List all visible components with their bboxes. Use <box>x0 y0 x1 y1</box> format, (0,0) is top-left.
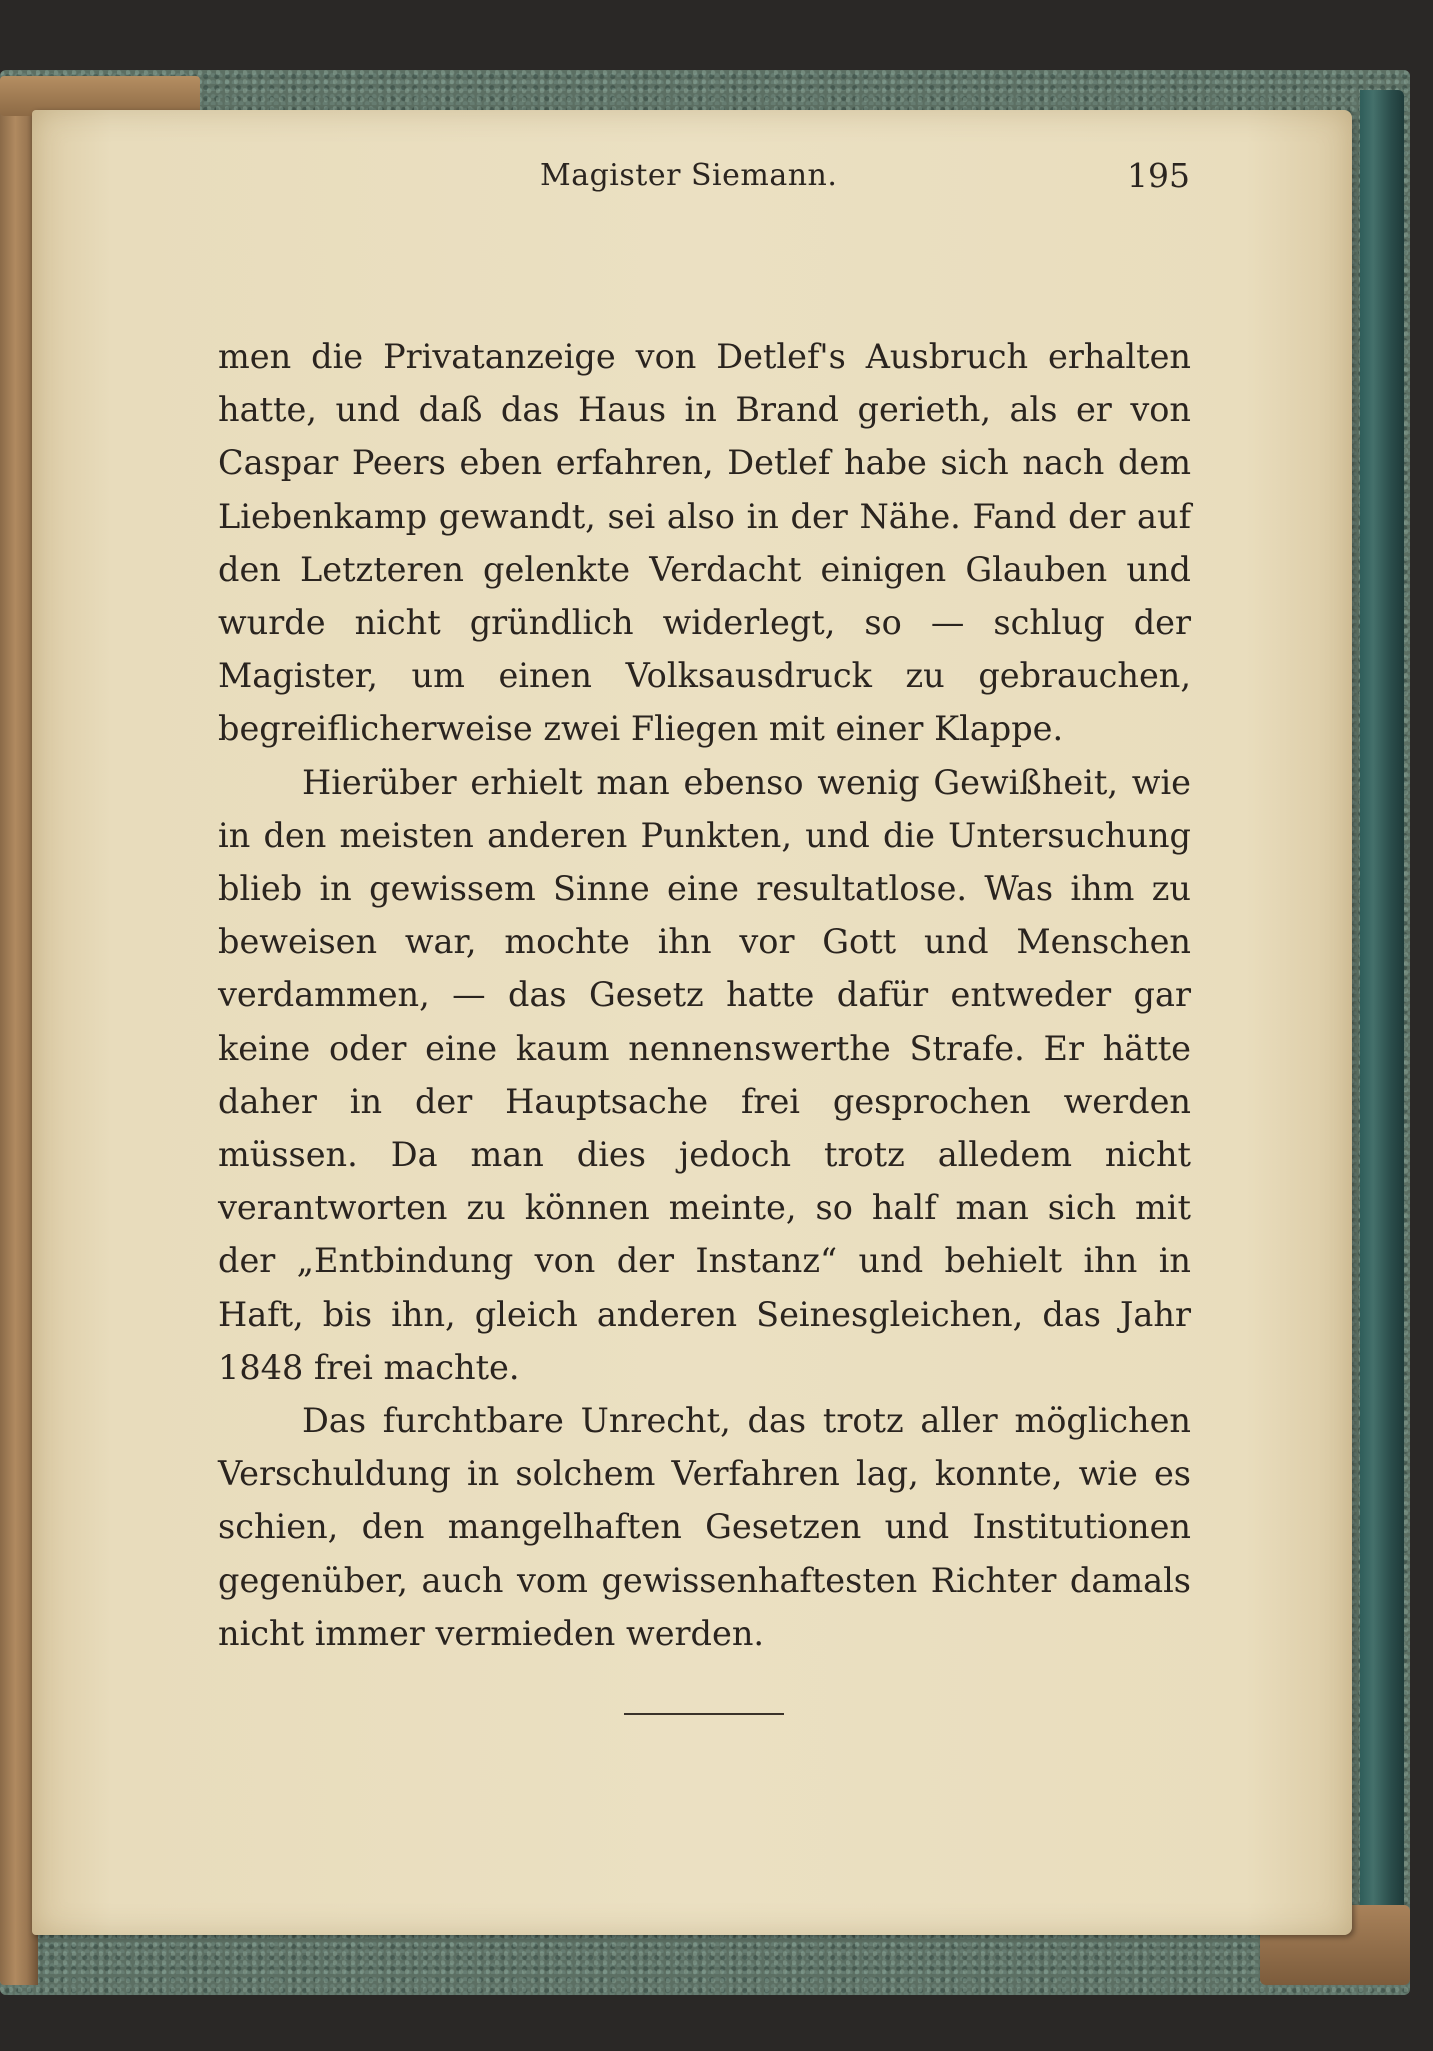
body-text <box>218 330 1191 1660</box>
closing-rule <box>624 1713 784 1715</box>
paragraph-2: Hierüber erhielt man ebenso wenig Gewißheit, wie in den meisten anderen Punkten, und die Untersuchung blieb in gewissem Sinne eine resultatlose. Was ihm zu beweisen war, mochte ihn vor Gott und Menschen verdammen, — das Gesetz hatte dafür entweder gar keine oder eine kaum nennenswerthe Strafe. Er hätte daher in der Hauptsache frei gesprochen werden müssen. Da man dies jedoch trotz alledem nicht verantworten zu können meinte, so half man sich mit der „Entbindung von der Instanz“ und behielt ihn in Haft, bis ihn, gleich anderen Seinesgleichen, das Jahr 1848 frei machte. <box>218 762 1191 1387</box>
right-cover-edge <box>1360 90 1404 1980</box>
paragraph-3: Das furchtbare Unrecht, das trotz aller möglichen Verschuldung in solchem Verfahren lag, konnte, wie es schien, den mangelhaften Gesetzen und Institutionen gegenüber, auch vom gewissenhaftesten Richter damals nicht immer vermieden werden. <box>218 1401 1191 1653</box>
running-head <box>190 150 1190 206</box>
paragraph-1: men die Privatanzeige von Detlef's Ausbruch erhalten hatte, und daß das Haus in Brand gerieth, als er von Caspar Peers eben erfahren, Detlef habe sich nach dem Liebenkamp gewandt, sei also in der Nähe. Fand der auf den Letzteren gelenkte Verdacht einigen Glauben und wurde nicht gründlich widerlegt, so — schlug der Magister, um einen Volksausdruck zu gebrauchen, begreiflicherweise zwei Fliegen mit einer Klappe. <box>218 337 1191 749</box>
page-number: 195 <box>1127 156 1190 195</box>
running-title: Magister Siemann. <box>540 158 838 193</box>
